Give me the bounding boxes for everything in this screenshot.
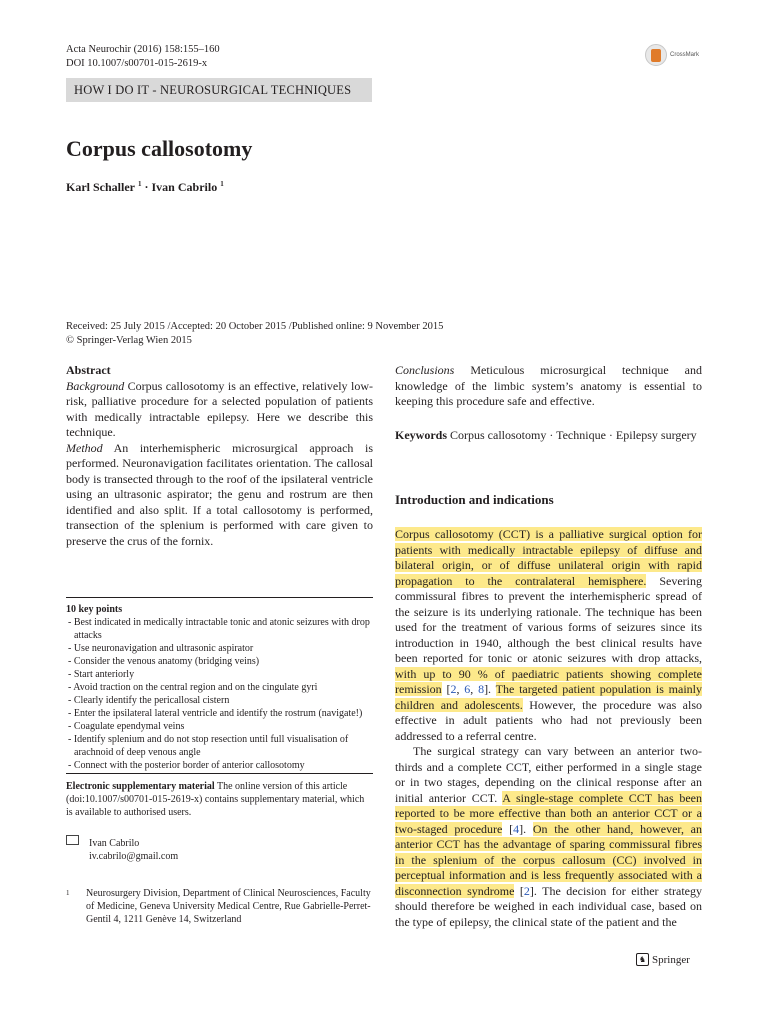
- affiliation-marker: 1: [138, 180, 142, 188]
- list-item: - Enter the ipsilateral lateral ventricle and identify the rostrum (navigate!): [68, 708, 363, 719]
- affiliation: [66, 887, 373, 926]
- crossmark-badge[interactable]: [645, 44, 699, 66]
- highlight: Corpus callosotomy (CCT) is a palliative surgical option for patients with medically intractable epilepsy of diffuse and bilateral origin, or of diffuse unilateral origin with rapid propagation to the contralateral hemisphere.: [395, 527, 702, 588]
- affiliation-text: Neurosurgery Division, Department of Clinical Neurosciences, Faculty of Medicine, Geneva University Medical Centre, Rue Gabrielle-Perret-Gentil 4, 1211 Genève 14, Switzerland: [86, 888, 371, 925]
- envelope-icon: [66, 835, 79, 845]
- body-text: Severing commissural fibres to prevent the interhemispheric spread of the seizure is its underlying rationale. The technique has been used for the treatment of various forms of seizures since its introduction in 1940, although the best clinical results have been reported for tonic or atonic seizures with drop attacks,: [395, 573, 702, 665]
- key-points-heading: 10 key points: [66, 604, 123, 615]
- intro-paragraph-1: [395, 527, 702, 744]
- method-label: Method: [66, 440, 103, 455]
- keywords-label: Keywords: [395, 428, 447, 442]
- affiliation-number: 1: [66, 889, 70, 897]
- keywords-text: Corpus callosotomy · Technique · Epilepsy surgery: [447, 428, 697, 442]
- abstract-method: [66, 441, 373, 550]
- doi-line: DOI 10.1007/s00701-015-2619-x: [66, 58, 208, 69]
- body-text: ].: [519, 821, 533, 836]
- intro-paragraph-2: [395, 744, 702, 930]
- abstract-continued: [395, 363, 702, 410]
- contact-name: Ivan Cabrilo: [89, 838, 140, 849]
- supplementary-note: [66, 780, 373, 819]
- article-title: Corpus callosotomy: [66, 136, 253, 161]
- abstract-conclusions: [395, 363, 702, 410]
- highlight: A single-stage complete CCT has been reported to be more effective than both an anterior CCT or a two-staged procedure: [395, 790, 702, 836]
- abstract: [66, 363, 373, 549]
- keywords: [395, 428, 702, 444]
- highlight: On the other hand, however, an anterior CCT has the advantage of sparing commissural fibres in the splenium of the corpus callosum (CC) involved in perceptual information and is less frequently associated with a disconnection syndrome: [395, 821, 703, 898]
- list-item: - Connect with the posterior border of anterior callosotomy: [68, 760, 305, 771]
- background-text: Corpus callosotomy is an effective, relatively low-risk, palliative procedure for a selected population of patients with medically intractable epilepsy. Here we describe this technique.: [66, 378, 373, 439]
- list-item: - Use neuronavigation and ultrasonic aspirator: [68, 643, 254, 654]
- body-text: [: [514, 883, 524, 898]
- list-item: - Avoid traction on the central region and on the cingulate gyri: [68, 682, 318, 693]
- author-separator: ·: [141, 180, 152, 194]
- divider: [66, 773, 373, 774]
- citation-link[interactable]: 6: [464, 682, 471, 696]
- citation-link[interactable]: 8: [478, 682, 485, 696]
- divider: [66, 597, 373, 598]
- body-text: ].: [484, 682, 496, 696]
- citation-link[interactable]: 2: [523, 883, 530, 898]
- crossmark-icon: [645, 44, 667, 66]
- crossmark-label: CrossMark: [670, 52, 700, 58]
- highlight: with up to 90 % of paediatric patients showing complete remission: [395, 666, 702, 696]
- list-item: - Coagulate ependymal veins: [68, 721, 185, 732]
- copyright-line: © Springer-Verlag Wien 2015: [66, 335, 192, 346]
- section-heading: Introduction and indications: [395, 492, 554, 507]
- body-text: [: [502, 821, 514, 836]
- body-text: The surgical strategy can vary between an anterior two-thirds and a complete CCT, either performed in a single stage or in two stages, depending on the clinical response after an initial anterior CCT.: [395, 744, 702, 805]
- journal-citation: [66, 43, 220, 71]
- list-item: - Clearly identify the pericallosal cistern: [68, 695, 230, 706]
- affiliation-marker: 1: [220, 180, 224, 188]
- abstract-heading: Abstract: [66, 363, 111, 377]
- publication-history: [66, 320, 443, 348]
- publisher-name: Springer: [652, 953, 690, 966]
- publisher-logo: [636, 953, 690, 966]
- body-text: ,: [470, 682, 479, 696]
- list-item: - Best indicated in medically intractable tonic and atonic seizures with drop attacks: [68, 617, 370, 641]
- springer-horse-icon: ♞: [636, 953, 649, 966]
- journal-line-1: Acta Neurochir (2016) 158:155–160: [66, 44, 220, 55]
- key-points-box: [66, 603, 373, 772]
- author-name: Ivan Cabrilo: [151, 180, 218, 194]
- citation-link[interactable]: 2: [450, 682, 457, 696]
- esm-text: The online version of this article (doi:10.1007/s00701-015-2619-x) contains supplementary material, which is available to authorised users.: [66, 781, 365, 818]
- corresponding-author: [66, 835, 373, 863]
- method-text: An interhemispheric microsurgical approach is performed. Neuronavigation facilitates orientation. The callosal body is transected through to the roof of the ipsilateral ventricle using an ultrasonic aspirator; the genu and rostrum are then identified and also split. If a total callosotomy is performed, transection of the splenium is performed with care given to preserve the crus of the fornix.: [66, 440, 373, 548]
- section-bar: HOW I DO IT - NEUROSURGICAL TECHNIQUES: [66, 78, 372, 102]
- body-text: ]. The decision for either strategy should therefore be weighed in each individual case, based on the type of epilepsy, the clinical state of the patient and the: [395, 883, 702, 929]
- list-item: - Identify splenium and do not stop resection until full visualisation of arachnoid of deep venous angle: [68, 734, 349, 758]
- conclusions-text: Meticulous microsurgical technique and knowledge of the limbic system’s anatomy is essential to keeping this procedure safe and effective.: [395, 363, 702, 408]
- author-name: Karl Schaller: [66, 180, 135, 194]
- contact-email[interactable]: iv.cabrilo@gmail.com: [89, 851, 179, 862]
- received-dates: Received: 25 July 2015 /Accepted: 20 October 2015 /Published online: 9 November 2015: [66, 321, 444, 332]
- body-text: ,: [456, 682, 465, 696]
- conclusions-label: Conclusions: [395, 363, 455, 377]
- citation-link[interactable]: 4: [513, 821, 520, 836]
- body-text: [: [441, 682, 451, 696]
- intro-body: [395, 527, 702, 930]
- highlight: The targeted patient population is mainly children and adolescents.: [395, 682, 703, 712]
- author-list: [66, 180, 224, 195]
- background-label: Background: [66, 378, 125, 393]
- list-item: - Start anteriorly: [68, 669, 135, 680]
- body-text: However, the procedure was also effective in adult patients who had not previously been addressed to a referral centre.: [395, 697, 702, 743]
- list-item: - Consider the venous anatomy (bridging veins): [68, 656, 260, 667]
- abstract-background: [66, 379, 373, 441]
- esm-label: Electronic supplementary material: [66, 781, 215, 792]
